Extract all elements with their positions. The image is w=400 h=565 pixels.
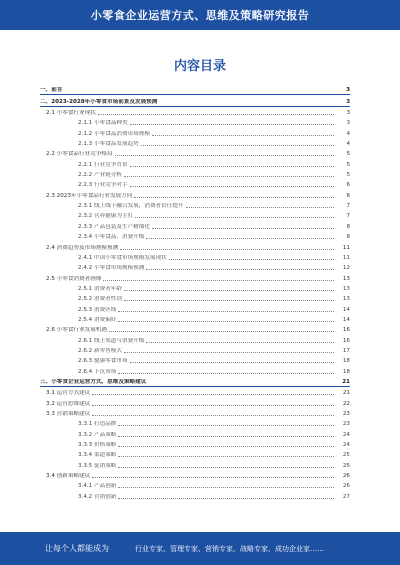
toc-entry-text: 一、前言	[40, 87, 63, 94]
toc-entry-text: 2.6.4 下沉市场	[78, 368, 117, 375]
toc-leader-dots	[169, 259, 334, 260]
toc-leader-dots	[135, 217, 334, 218]
toc-entry-text: 2.4.2 小零食市场规模预测	[78, 265, 145, 272]
toc-page-number: 11	[342, 254, 350, 261]
toc-entry[interactable]	[40, 345, 350, 355]
toc-entry-text: 3.4.2 营销创新	[78, 493, 117, 500]
toc-entry-text: 2.1.1 小零食品种类	[78, 120, 128, 127]
toc-entry-text: 2.3.3 产品包装及生产精细化	[78, 223, 150, 230]
toc-entry-text: 2.2.3 行业竞争对手	[78, 182, 128, 189]
toc-entry-text: 3.4.1 产品创新	[78, 483, 117, 490]
toc-page-number: 6	[346, 182, 350, 189]
footer-banner	[0, 532, 400, 565]
toc-entry[interactable]	[40, 220, 350, 230]
toc-entry[interactable]	[40, 117, 350, 127]
toc-page-number: 6	[346, 192, 350, 199]
toc-page-number: 5	[346, 151, 350, 158]
toc-page-number: 5	[346, 172, 350, 179]
toc-leader-dots	[186, 207, 334, 208]
toc-entry[interactable]	[40, 387, 350, 397]
toc-page-number: 25	[342, 452, 350, 459]
toc-entry-text: 2.5.4 消费偏好	[78, 316, 117, 323]
toc-entry-text: 2.3 2023年小零食品行业发展方向	[46, 192, 133, 199]
toc-leader-dots	[118, 498, 334, 499]
toc-page-number: 11	[342, 244, 350, 251]
toc-leader-dots	[118, 373, 334, 374]
toc-entry-text: 2.4 消费趋势及市场规模预测	[46, 244, 119, 251]
report-header	[0, 0, 400, 30]
toc-entry-text: 2.6.3 健康零食市场	[78, 358, 128, 365]
toc-entry[interactable]	[40, 200, 350, 210]
toc-entry-text: 三、小零食企业运营方式、思维及策略建议	[40, 378, 147, 385]
toc-entry[interactable]	[40, 138, 350, 148]
toc-leader-dots	[146, 238, 334, 239]
toc-page-number: 16	[342, 327, 350, 334]
toc-entry-text: 2.5.2 消费者性别	[78, 296, 122, 303]
toc-entry-text: 二、2023-2028年小零食市场前景及发展预测	[40, 98, 158, 105]
toc-entry-text: 3.3.4 渠道策略	[78, 452, 117, 459]
toc-entry[interactable]	[40, 189, 350, 199]
toc-entry[interactable]	[40, 158, 350, 168]
toc-leader-dots	[134, 197, 334, 198]
toc-page-number: 7	[346, 213, 350, 220]
toc-page-number: 4	[346, 130, 350, 137]
toc-leader-dots	[118, 436, 334, 437]
toc-entry-text: 2.6.1 线上渠道与消费升级	[78, 337, 145, 344]
toc-entry-text: 2.2.2 产业链分析	[78, 172, 122, 179]
toc-page-number: 3	[346, 87, 350, 94]
table-of-contents	[40, 84, 350, 501]
toc-page-number: 17	[342, 347, 350, 354]
toc-page-number: 14	[342, 316, 350, 323]
toc-page-number: 7	[346, 203, 350, 210]
toc-entry[interactable]	[40, 428, 350, 438]
toc-page-number: 24	[342, 442, 350, 449]
footer-slogan: 让每个人都能成为	[45, 544, 109, 553]
toc-page-number: 16	[342, 337, 350, 344]
toc-page-number: 18	[342, 368, 350, 375]
toc-entry[interactable]	[40, 449, 350, 459]
toc-entry-text: 3.2 运营思维建议	[46, 400, 91, 407]
toc-entry-text: 2.1 小零食行业现状	[46, 110, 96, 117]
toc-entry-text: 2.5.1 消费者年龄	[78, 285, 122, 292]
toc-page-number: 8	[346, 234, 350, 241]
toc-leader-dots	[92, 415, 334, 416]
toc-leader-dots	[118, 446, 334, 447]
toc-entry[interactable]	[40, 376, 350, 387]
toc-page-number: 13	[342, 296, 350, 303]
toc-entry-text: 3.1 运营方式建议	[46, 390, 91, 397]
toc-entry-text: 3.3.1 打造品牌	[78, 421, 117, 428]
toc-page-number: 24	[342, 431, 350, 438]
toc-entry-text: 2.6 小零食行业发展机遇	[46, 327, 108, 334]
toc-page-number: 18	[342, 358, 350, 365]
toc-entry[interactable]	[40, 84, 350, 95]
toc-entry-text: 3.3 营销策略建议	[46, 411, 91, 417]
toc-entry[interactable]	[40, 179, 350, 189]
toc-page-number: 25	[342, 462, 350, 469]
toc-page-number: 3	[346, 110, 350, 117]
toc-leader-dots	[152, 135, 334, 136]
toc-leader-dots	[115, 155, 334, 156]
toc-page-number: 21	[342, 390, 350, 397]
toc-leader-dots	[92, 394, 334, 395]
toc-entry-text: 2.2 小零食品行业竞争格局	[46, 151, 113, 158]
toc-entry[interactable]	[40, 272, 350, 282]
toc-page-number: 26	[342, 473, 350, 480]
toc-entry-text: 2.4.1 中国小零食市场规模发展现状	[78, 254, 167, 261]
toc-entry[interactable]	[40, 241, 350, 251]
report-title: 小零食企业运营方式、思维及策略研究报告	[90, 9, 310, 22]
toc-entry-text: 3.3.2 产品策略	[78, 431, 117, 438]
toc-leader-dots	[152, 228, 334, 229]
toc-entry[interactable]	[40, 324, 350, 334]
toc-entry[interactable]	[40, 480, 350, 490]
toc-leader-dots	[141, 145, 334, 146]
toc-leader-dots	[118, 487, 334, 488]
toc-leader-dots	[98, 114, 334, 115]
toc-leader-dots	[109, 331, 334, 332]
toc-leader-dots	[146, 269, 334, 270]
toc-entry[interactable]	[40, 262, 350, 272]
toc-entry[interactable]	[40, 408, 350, 418]
toc-entry-text: 2.1.3 小零食品发展趋势	[78, 141, 139, 148]
toc-entry[interactable]	[40, 459, 350, 469]
toc-leader-dots	[118, 467, 334, 468]
toc-entry[interactable]	[40, 355, 350, 365]
toc-leader-dots	[130, 362, 334, 363]
toc-leader-dots	[92, 477, 334, 478]
toc-entry-text: 2.5.3 消费区域	[78, 306, 117, 313]
toc-page-number: 12	[342, 265, 350, 272]
toc-entry-text: 2.5 小零食消费者画像	[46, 275, 102, 282]
toc-page-number: 14	[342, 306, 350, 313]
toc-entry[interactable]	[40, 283, 350, 293]
toc-entry-text: 2.3.2 营养健康为主打	[78, 213, 134, 220]
toc-entry[interactable]	[40, 169, 350, 179]
toc-leader-dots	[146, 342, 334, 343]
toc-entry-text: 2.3.4 小零食品，消费升级	[78, 234, 145, 241]
toc-entry-text: 3.4 创新策略建议	[46, 473, 91, 480]
toc-page-number: 4	[346, 141, 350, 148]
toc-page-number: 23	[342, 421, 350, 428]
toc-leader-dots	[120, 249, 334, 250]
toc-entry[interactable]	[40, 148, 350, 158]
toc-leader-dots	[118, 456, 334, 457]
toc-entry[interactable]	[40, 470, 350, 480]
toc-leader-dots	[124, 290, 334, 291]
toc-entry[interactable]	[40, 95, 350, 106]
toc-heading: 内容目录	[173, 59, 226, 74]
toc-entry[interactable]	[40, 418, 350, 428]
toc-leader-dots	[103, 280, 334, 281]
toc-page-number: 13	[342, 275, 350, 282]
toc-page-number: 3	[346, 98, 350, 105]
toc-leader-dots	[124, 352, 334, 353]
toc-entry[interactable]	[40, 231, 350, 241]
toc-entry-text: 2.2.1 行业竞争背景	[78, 161, 128, 168]
toc-leader-dots	[124, 176, 334, 177]
toc-page-number: 21	[342, 378, 350, 385]
toc-entry-text: 2.3.1 线上线下融合发展，消费者信任提升	[78, 203, 184, 210]
toc-page-number: 23	[342, 411, 350, 417]
toc-entry[interactable]	[40, 397, 350, 407]
toc-entry-text: 3.3.3 价格策略	[78, 442, 117, 449]
toc-leader-dots	[130, 124, 334, 125]
toc-entry[interactable]	[40, 439, 350, 449]
toc-leader-dots	[92, 405, 334, 406]
toc-page-number: 13	[342, 285, 350, 292]
toc-page-number: 5	[346, 161, 350, 168]
toc-leader-dots	[130, 166, 334, 167]
toc-entry[interactable]	[40, 314, 350, 324]
toc-entry[interactable]	[40, 107, 350, 117]
toc-entry[interactable]	[40, 334, 350, 344]
toc-entry[interactable]	[40, 365, 350, 375]
toc-entry[interactable]	[40, 490, 350, 500]
toc-leader-dots	[124, 300, 334, 301]
toc-page-number: 22	[342, 400, 350, 407]
toc-entry[interactable]	[40, 293, 350, 303]
toc-entry[interactable]	[40, 210, 350, 220]
toc-leader-dots	[118, 311, 334, 312]
toc-entry[interactable]	[40, 127, 350, 137]
toc-page-number: 27	[342, 493, 350, 500]
toc-leader-dots	[130, 186, 334, 187]
toc-page-number: 3	[346, 120, 350, 127]
toc-page-number: 8	[346, 223, 350, 230]
toc-entry-text: 2.1.2 小零食品消费市场规模	[78, 130, 150, 137]
toc-entry-text: 3.3.5 促销策略	[78, 462, 117, 469]
toc-entry-text: 2.6.2 新零售模式	[78, 347, 122, 354]
toc-leader-dots	[118, 425, 334, 426]
toc-page-number: 26	[342, 483, 350, 490]
footer-roles: 行业专家、管理专家、营销专家、战略专家、成功企业家……	[135, 544, 324, 553]
toc-entry[interactable]	[40, 252, 350, 262]
toc-leader-dots	[118, 321, 334, 322]
toc-entry[interactable]	[40, 303, 350, 313]
